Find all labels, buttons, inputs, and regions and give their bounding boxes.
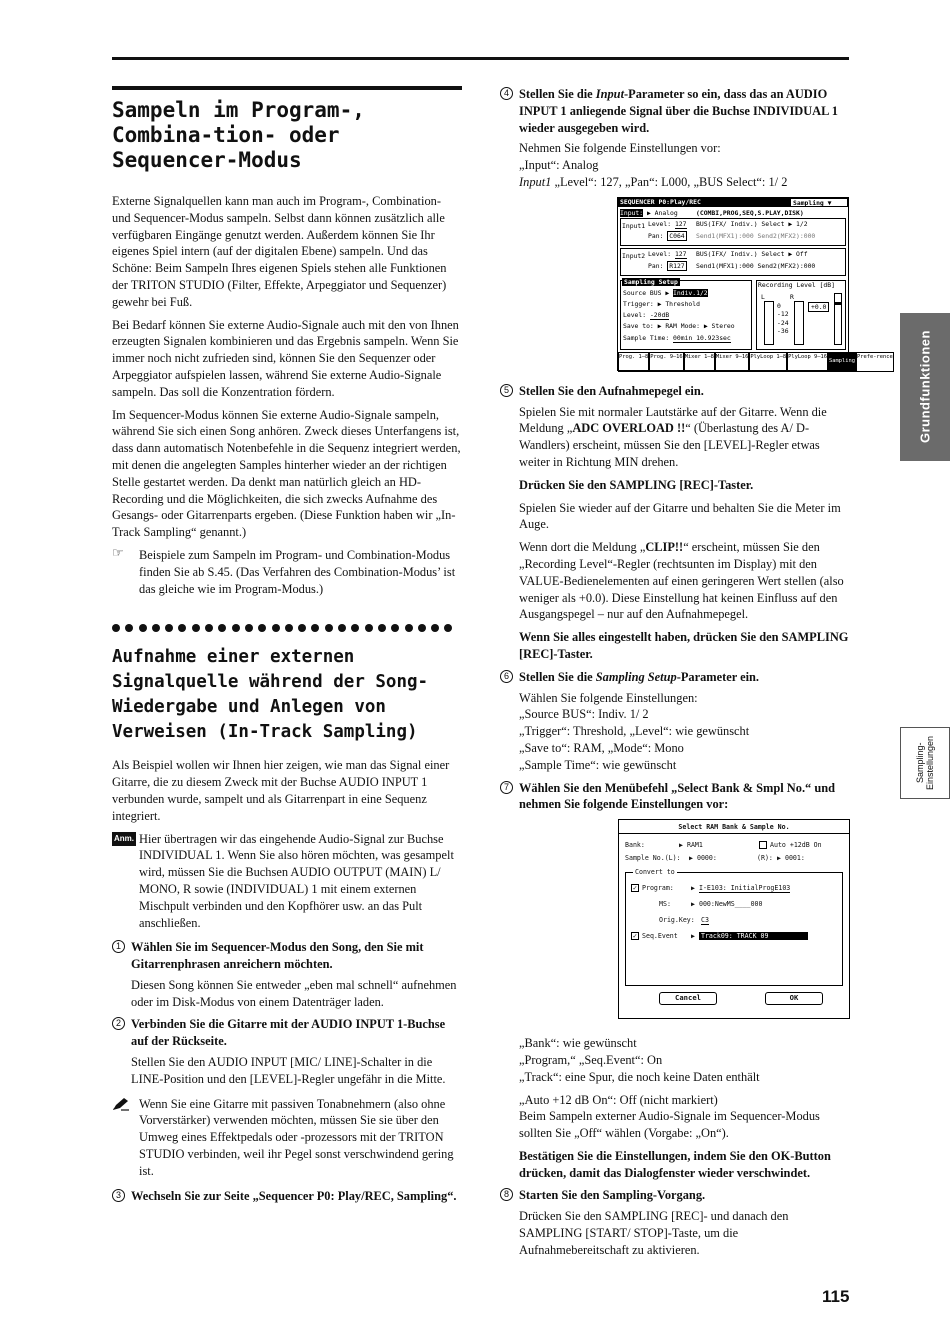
lcd-level-label: Level:: [623, 310, 647, 319]
lcd-meter-bar-r: [794, 301, 804, 345]
section-side-tab-label: Sampling-Einstellungen: [915, 735, 935, 791]
lcd-meter-bar-l: [764, 301, 774, 345]
lcd-bus-label: BUS(IFX/ Indiv.) Select: [696, 249, 785, 258]
lcd-trigger-label: Trigger:: [623, 299, 654, 308]
step-heading-text: Starten Sie den Sampling-Vorgang.: [519, 1188, 706, 1203]
lcd-pan-label: Pan:: [648, 261, 664, 270]
lcd-trigger-value: Threshold: [665, 299, 700, 308]
lcd-level1: [648, 220, 687, 228]
step-8-heading: [500, 1187, 850, 1204]
lcd-input-row: Input: ▶ Analog: [620, 208, 678, 217]
step-number: 6: [500, 670, 513, 683]
dialog-track-select: [691, 932, 808, 940]
lcd-meter-mark: -36: [777, 327, 789, 336]
lcd-pan-value: R127: [669, 261, 685, 270]
param-name: Input1: [519, 174, 552, 189]
anm-note-text: Hier übertragen wir das eingehende Audio-Signal zur Buchse INDIVIDUAL 1. Wenn Sie also hören möchten, was gesampelt wird, müssen Sie die Buchsen AUDIO OUTPUT (MAIN) L/ MONO, R sowie (INDIVIDUAL) 1 mit einem externen Mischpult verbinden und den Kopfhörer usw. an das Pult anschließen.: [139, 831, 454, 930]
lcd-pan2: [648, 262, 687, 270]
lcd-sample-time-value: 00min 10.923sec: [673, 333, 731, 342]
step-body: Drücken Sie den SAMPLING [REC]- und danach den SAMPLING [START/ STOP]-Taste, um die Aufnahmebereitschaft zu aktivieren.: [519, 1209, 789, 1257]
triangle-right-icon: ▶: [691, 932, 695, 941]
step-body: „Auto +12 dB On“: Off (nicht markiert): [519, 1092, 718, 1107]
step-body: „Sample Time“: wie gewünscht: [519, 757, 677, 772]
dialog-program-checkbox: [631, 884, 674, 892]
step-4-heading: [500, 86, 850, 136]
lcd-tab: Prog. 9–16: [649, 352, 683, 372]
left-column: [112, 86, 462, 1208]
lcd-pan-value: C064: [669, 231, 685, 240]
top-rule: [112, 57, 849, 60]
lcd-rec-level-value: +0.0: [808, 302, 829, 312]
triangle-right-icon: ▶: [777, 854, 781, 863]
lcd-bus1: BUS(IFX/ Indiv.) Select ▶ 1/2: [696, 219, 808, 228]
dialog-auto12-label: Auto +12dB On: [770, 841, 822, 850]
section-title: Sampeln im Program-, Combina-tion- oder Sequencer-Modus: [112, 98, 365, 172]
lcd-level3: [623, 311, 669, 319]
step-number: 8: [500, 1188, 513, 1201]
section-title: Aufnahme einer externen Signalquelle während der Song-Wiedergabe und Anlegen von Verweisen (In-Track Sampling): [112, 647, 429, 743]
step-7-heading: [500, 780, 850, 814]
triangle-down-icon: ▼: [827, 198, 832, 207]
dialog-cancel-button: Cancel: [659, 992, 717, 1005]
lcd-level-value: -20dB: [649, 310, 670, 319]
step-body: „Source BUS“: Indiv. 1/ 2: [519, 707, 649, 722]
lcd-mode-label: Mode:: [680, 321, 700, 330]
dialog-ms-select: [691, 900, 763, 908]
step-body: „Bank“: wie gewünscht: [519, 1036, 637, 1051]
dialog-title: Select RAM Bank & Sample No.: [678, 823, 790, 832]
lcd-trigger: Trigger: ▶ Threshold: [623, 299, 700, 308]
lcd-mode-value: Stereo: [711, 321, 735, 330]
pencil-icon: [112, 1097, 130, 1116]
step-1-heading: [112, 939, 462, 973]
step-heading-text: Wählen Sie im Sequencer-Modus den Song, den Sie mit Gitarrenphrasen anreichern möchten.: [131, 940, 424, 972]
dialog-orig-key-label: Orig.Key:: [659, 916, 695, 925]
step-5-heading: [500, 383, 850, 400]
paragraph: Externe Signalquellen kann man auch im Program-, Combination- und Sequencer-Modus sampeln. Selbst dann können zusätzlich alle verfügbaren Eingänge genutzt werden. Außerdem können Sie Ihr eigenes Spiel intern (auf der digitalen Ebene) sampeln. Und das Schöne: Beim Sampeln Ihres eigenen Spiels stehen alle Funktionen der TRITON STUDIO (Filter, Effekte, Arpeggiator und Sequenzer) gewehr bei Fuß.: [112, 194, 447, 309]
step-body: [500, 174, 850, 191]
dotted-separator: [112, 621, 462, 635]
lcd-source-bus: Source BUS ▶ Indiv.1/2: [623, 288, 708, 297]
dialog-ok-button: OK: [765, 992, 823, 1005]
lcd-message: ADC OVERLOAD !!: [572, 421, 686, 436]
dialog-sample-no-value: 0000:: [696, 854, 717, 863]
step-6-heading: [500, 669, 850, 686]
triangle-right-icon: ▶: [679, 841, 683, 850]
lcd-save-to: Save to: ▶ RAM Mode: ▶ Stereo: [623, 321, 735, 330]
lcd-sample-time-label: Sample Time:: [623, 333, 670, 342]
step-heading-text: Stellen Sie die: [519, 87, 596, 101]
lcd-tab-bar: [618, 352, 893, 372]
text: “ (Überlastung des A/ D-Wandlers) erscheint, müssen Sie den [LEVEL]-Regler etwas weiter in Richtung MIN drehen.: [519, 421, 820, 469]
lcd-input-value: Analog: [654, 208, 678, 217]
paragraph: Im Sequencer-Modus können Sie externe Audio-Signale sampeln, während Sie sich einen Song anhören. Zweck dieses Unterfangens ist, dass dann automatisch Notenbefehle in die Sequenz integriert werden, mit denen die angelegten Samples hinterher wieder an der richtigen Stelle gestartet werden. Da denkt man natürlich gleich an HD-Recording und die Möglichkeiten, die sich zwecks Aufnahme des Gesangs- oder Gitarrenparts ergeben. (Diese Funktion haben wir „In-Track Sampling“ genannt.): [112, 407, 461, 540]
lcd-tab-active: Sampling: [828, 352, 856, 372]
dialog-track-value: Track09: TRACK 09: [699, 932, 809, 940]
dialog-auto12-checkbox: [759, 841, 822, 849]
lcd-rec-level-thumb: [834, 302, 842, 305]
step-body: Stellen Sie den AUDIO INPUT [MIC/ LINE]-Schalter in die LINE-Position und den [LEVEL]-Regler ungefähr in die Mitte.: [131, 1055, 446, 1086]
lcd-meter-mark: -12: [777, 310, 789, 319]
warning-note: [112, 1096, 462, 1180]
checkbox-checked-icon: ✓: [632, 884, 638, 893]
dialog-ms-value: 000:NewMS____000: [698, 900, 763, 909]
dialog-title-rule: [619, 833, 849, 834]
lcd-message: CLIP!!: [645, 540, 684, 555]
step-body: Beim Sampeln externer Audio-Signale im Sequencer-Modus sollten Sie „Off“ wählen (Vorgabe: „On“).: [519, 1109, 820, 1141]
dialog-bank-label: Bank:: [625, 841, 645, 850]
step-2-heading: [112, 1016, 462, 1050]
lcd-tab: Mixer 9–16: [715, 352, 749, 372]
lcd-page-select: [790, 198, 848, 207]
lcd-tab: PlyLoop 9–16: [787, 352, 828, 372]
lcd-rec-level-title: Recording Level [dB]: [758, 280, 835, 289]
step-body: „Save to“: RAM, „Mode“: Mono: [519, 740, 684, 755]
lcd-pan-label: Pan:: [648, 231, 664, 240]
step-body: Drücken Sie den SAMPLING [REC]-Taster.: [519, 477, 754, 492]
dialog-bank-select: [679, 841, 703, 849]
lcd-tab: Mixer 1–8: [684, 352, 715, 372]
step-body: „Program,“ „Seq.Event“: On: [519, 1052, 663, 1067]
checkbox-icon: [759, 841, 767, 849]
lcd-input-modes: (COMBI,PROG,SEQ,S.PLAY,DISK): [696, 208, 804, 217]
lcd-bus-value: Off: [796, 249, 808, 258]
step-body: „Track“: eine Spur, die noch keine Daten enthält: [519, 1069, 760, 1084]
lcd-input2-label: Input2: [622, 251, 646, 260]
lcd-meter-l: L: [761, 292, 765, 301]
step-heading-text: -Parameter so ein, dass das an AUDIO INPUT 1 anliegende Signal über die Buchse INDIVIDUAL 1 wieder ausgegeben wird.: [519, 87, 838, 135]
dialog-ms-label: MS:: [659, 900, 671, 909]
param-values: „Level“: 127, „Pan“: L000, „BUS Select“: 1/ 2: [551, 174, 788, 189]
lcd-meter-mark: -24: [777, 318, 789, 327]
lcd-sample-time: [623, 334, 731, 342]
page-number: 115: [822, 1287, 850, 1306]
triangle-right-icon: ▶: [691, 884, 695, 893]
lcd-send1: Send1(MFX1):000 Send2(MFX2):000: [696, 231, 816, 240]
step-heading-emphasis: Sampling Setup: [595, 669, 677, 684]
step-number: 1: [112, 940, 125, 953]
lcd-screenshot-sampling: [617, 197, 893, 371]
lcd-bus-label: BUS(IFX/ Indiv.) Select: [696, 219, 785, 228]
text: Spielen Sie mit normaler Lautstärke auf der Gitarre. Wenn die Meldung „: [519, 404, 827, 436]
text: Wenn dort die Meldung „: [519, 540, 646, 555]
anm-note: [112, 831, 462, 932]
step-body: Bestätigen Sie die Einstellungen, indem Sie den OK-Button drücken, damit das Dialogfenster wieder verschwindet.: [519, 1148, 831, 1180]
triangle-right-icon: ▶: [689, 854, 693, 863]
lcd-input1-label: Input1: [622, 221, 646, 230]
dialog-convert-label: Convert to: [635, 868, 675, 877]
dialog-sample-no-select: [689, 854, 717, 862]
step-heading-emphasis: Input: [595, 87, 625, 101]
section-rule: [112, 86, 462, 90]
lcd-bus-value: 1/2: [796, 219, 808, 228]
right-column: [500, 86, 893, 1265]
step-body: Wenn Sie alles eingestellt haben, drücken Sie den SAMPLING [REC]-Taster.: [519, 630, 849, 661]
dialog-seq-event-checkbox: [631, 932, 678, 940]
step-heading-text: Verbinden Sie die Gitarre mit der AUDIO INPUT 1-Buchse auf der Rückseite.: [131, 1017, 446, 1049]
step-number: 4: [500, 87, 513, 100]
step-body: [500, 404, 850, 471]
lcd-bus2: BUS(IFX/ Indiv.) Select ▶ Off: [696, 249, 808, 258]
lcd-meter-scale: [777, 302, 789, 336]
lcd-level-value: 127: [674, 219, 687, 228]
step-body: „Input“: Analog: [519, 158, 599, 173]
dialog-orig-key-value: C3: [701, 916, 709, 925]
step-number: 5: [500, 384, 513, 397]
section-side-tab: [900, 727, 950, 799]
lcd-tab: PlyLoop 1–8: [749, 352, 787, 372]
dialog-r-value: 0001:: [784, 854, 805, 863]
paragraph: Bei Bedarf können Sie externe Audio-Signale auch mit den von Ihnen erzeugten Signalen kombinieren und das Ergebnis sampeln. Wenn Sie immer noch nicht zufrieden sind, können Sie den Sequenzer oder Arpeggiator aufspielen lassen, während Sie externe Audio-Signale sampeln. Das soll die Konzentration fördern.: [112, 317, 459, 399]
pointing-hand-icon: ☞: [112, 544, 124, 560]
step-body: Nehmen Sie folgende Einstellungen vor:: [519, 141, 721, 156]
lcd-title: SEQUENCER P0:Play/REC: [620, 197, 701, 206]
step-body: Wählen Sie folgende Einstellungen:: [519, 690, 698, 705]
warning-note-text: Wenn Sie eine Gitarre mit passiven Tonabnehmern (also ohne Vorverstärker) verwenden möchten, müssen Sie sie über den Umweg eines Effektpedals oder -prozessors mit der TRITON STUDIO verbinden, weil ihr Pegel sonst verschwindend gering ist.: [139, 1096, 454, 1178]
lcd-meter-mark: 0: [777, 301, 781, 310]
dialog-sample-no-label: Sample No.(L):: [625, 854, 681, 863]
lcd-level-label: Level:: [648, 219, 672, 228]
lcd-meter-r: R: [790, 292, 794, 301]
step-heading-text: Wählen Sie den Menübefehl „Select Bank & Smpl No.“ und nehmen Sie folgende Einstellungen vor:: [519, 780, 836, 812]
step-body: [500, 539, 850, 623]
lcd-send2: Send1(MFX1):000 Send2(MFX2):000: [696, 261, 816, 270]
paragraph: Als Beispiel wollen wir Ihnen hier zeigen, wie man das Signal einer Gitarre, die zu diesem Zweck mit der Buchse AUDIO INPUT 1 verbunden wurde, sampelt und als Gitarrenpart in eine Sequenz integriert.: [112, 758, 450, 823]
dialog-screenshot-select-bank: [618, 819, 850, 1019]
chapter-side-tab: [900, 313, 950, 461]
step-3-heading: [112, 1188, 462, 1205]
lcd-tab: Prefe-rence: [856, 352, 894, 372]
dialog-bank-value: RAM1: [686, 841, 703, 850]
lcd-save-label: Save to:: [623, 321, 654, 330]
anm-icon: Anm.: [112, 832, 136, 846]
checkbox-checked-icon: ✓: [632, 932, 638, 941]
step-body: Spielen Sie wieder auf der Gitarre und behalten Sie die Meter im Auge.: [519, 500, 841, 532]
dialog-r-select: [777, 854, 805, 862]
dialog-r-label: (R):: [757, 854, 773, 863]
lcd-source-label: Source BUS: [623, 288, 662, 297]
text: “ erscheint, müssen Sie den „Recording Level“-Regler (rechtsunten im Display) mit den VALUE-Bedienelementen auf einen geringeren Wert stellen (also weniger als +0.0). Diese Einstellung hat keinen Einfluss auf den Ausgangspegel – nur auf den Aufnahmepegel.: [519, 540, 844, 622]
reference-note-text: Beispiele zum Sampeln im Program- und Combination-Modus finden Sie ab S.45. (Das Verfahren des Combination-Modus’ ist das gleiche wie im Program-Modus.): [139, 547, 456, 596]
reference-note: [112, 544, 462, 597]
lcd-source-value: Indiv.1/2: [673, 288, 708, 297]
step-body: „Trigger“: Threshold, „Level“: wie gewünscht: [519, 724, 750, 739]
step-body: Diesen Song können Sie entweder „eben mal schnell“ aufnehmen oder im Disk-Modus von einem Datenträger laden.: [131, 977, 457, 1009]
step-heading-text: Wechseln Sie zur Seite „Sequencer P0: Play/REC, Sampling“.: [131, 1188, 457, 1203]
step-heading-text: Stellen Sie den Aufnahmepegel ein.: [519, 383, 704, 398]
lcd-rec-level-slider: [834, 293, 842, 345]
lcd-sampling-setup-title: Sampling Setup: [624, 277, 678, 286]
triangle-right-icon: ▶: [691, 900, 695, 909]
lcd-pan1: [648, 232, 687, 240]
step-number: 2: [112, 1017, 125, 1030]
step-number: 7: [500, 781, 513, 794]
lcd-input-label: Input:: [620, 208, 644, 217]
lcd-save-value: RAM: [665, 321, 677, 330]
step-heading-text: Stellen Sie die: [519, 669, 596, 684]
lcd-level-value: 127: [674, 249, 687, 258]
lcd-level2: [648, 250, 687, 258]
lcd-level-label: Level:: [648, 249, 672, 258]
step-heading-text: -Parameter ein.: [676, 669, 760, 684]
lcd-page-label: Sampling: [793, 198, 824, 207]
dialog-program-label: Program:: [642, 884, 674, 893]
chapter-side-tab-label: Grundfunktionen: [917, 330, 933, 444]
lcd-tab: Prog. 1–8: [618, 352, 649, 372]
dialog-seq-event-label: Seq.Event: [642, 932, 678, 941]
dialog-program-select: [691, 884, 790, 892]
step-number: 3: [112, 1189, 125, 1202]
dialog-program-value: I-E103: InitialProgE103: [698, 884, 791, 893]
